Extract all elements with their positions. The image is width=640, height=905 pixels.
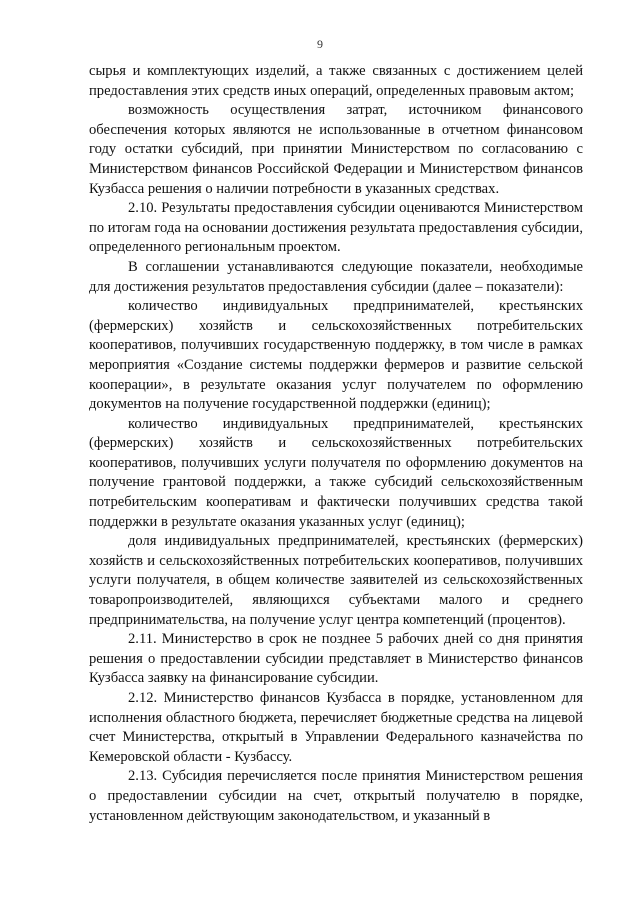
paragraph-continued: сырья и комплектующих изделий, а также связанных с достижением целей предоставления этих средств иных операций, определенных правовым актом; bbox=[89, 63, 583, 99]
page-number: 9 bbox=[317, 37, 323, 51]
paragraph-2-12: 2.12. Министерство финансов Кузбасса в порядке, установленном для исполнения областного бюджета, перечисляет бюджетные средства на лицевой счет Министерства, открытый в Управлении Федерального казначейства по Кемеровской области - Кузбассу. bbox=[89, 690, 583, 765]
paragraph-2-13: 2.13. Субсидия перечисляется после принятия Министерством решения о предоставлении субсидии на счет, открытый получателю в порядке, установленном действующим законодательством, и указанный в bbox=[89, 768, 583, 824]
paragraph-indicator-3: доля индивидуальных предпринимателей, крестьянских (фермерских) хозяйств и сельскохозяйственных потребительских кооперативов, получивших услуги получателя, в общем количестве заявителей из сельскохозяйственных товаропроизводителей, являющихся субъектами малого и среднего предпринимательства, на получение услуг центра компетенций (процентов). bbox=[89, 533, 583, 628]
paragraph-indicator-1: количество индивидуальных предпринимателей, крестьянских (фермерских) хозяйств и сельскохозяйственных потребительских кооперативов, получивших государственную поддержку, в том числе в рамках мероприятия «Создание системы поддержки фермеров и развитие сельской кооперации», в результате оказания услуг получателем по оформлению документов на получение государственной поддержки (единиц); bbox=[89, 298, 583, 413]
paragraph-2-11: 2.11. Министерство в срок не позднее 5 рабочих дней со дня принятия решения о предоставлении субсидии представляет в Министерство финансов Кузбасса заявку на финансирование субсидии. bbox=[89, 631, 583, 687]
paragraph-indicator-2: количество индивидуальных предпринимателей, крестьянских (фермерских) хозяйств и сельскохозяйственных потребительских кооперативов, получивших услуги получателя по оформлению документов на получение грантовой поддержки, а также субсидий сельскохозяйственным потребительским кооперативам и фактически получивших средства такой поддержки в результате оказания указанных услуг (единиц); bbox=[89, 415, 583, 530]
document-body bbox=[89, 62, 583, 826]
paragraph-indicators-intro: В соглашении устанавливаются следующие показатели, необходимые для достижения результатов предоставления субсидии (далее – показатели): bbox=[89, 258, 583, 295]
paragraph-2-10: 2.10. Результаты предоставления субсидии оцениваются Министерством по итогам года на основании достижения результата предоставления субсидии, определенного региональным проектом. bbox=[89, 200, 583, 256]
paragraph-unused-balances: возможность осуществления затрат, источником финансового обеспечения которых являются не использованные в отчетном финансовом году остатки субсидий, при принятии Министерством по согласованию с Министерством финансов Российской Федерации и Министерством финансов Кузбасса решения о наличии потребности в указанных средствах. bbox=[89, 102, 583, 197]
